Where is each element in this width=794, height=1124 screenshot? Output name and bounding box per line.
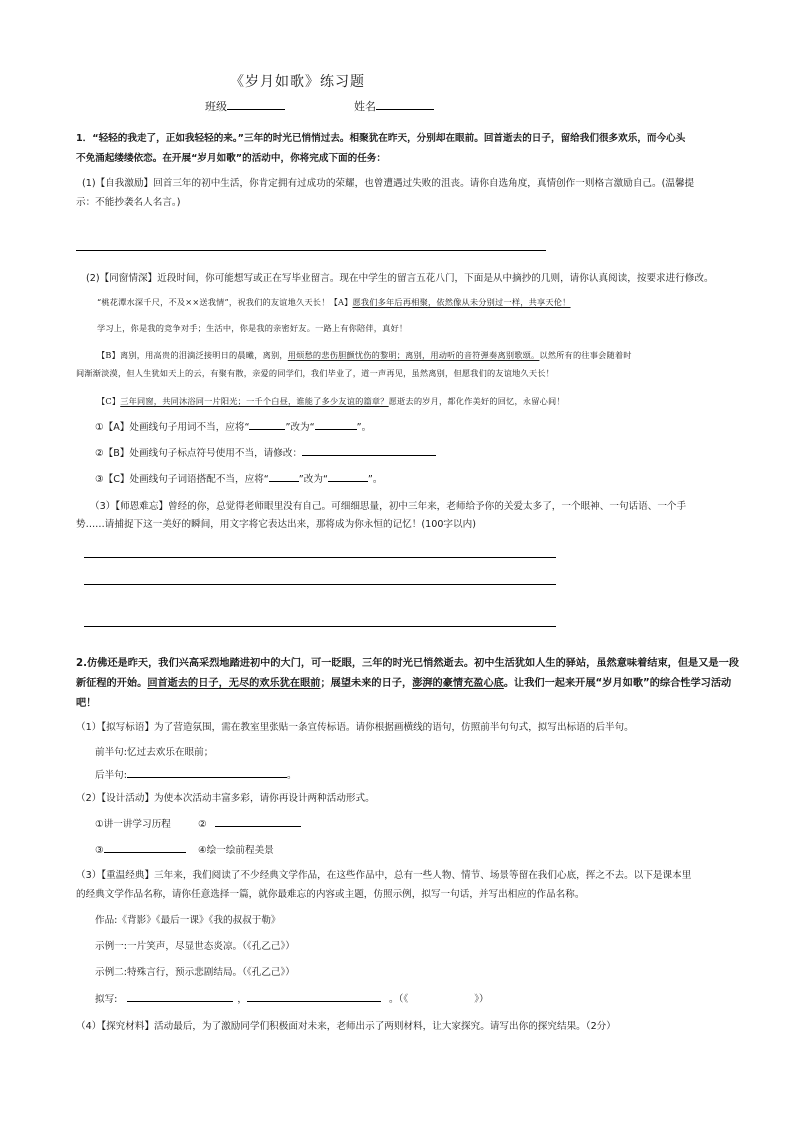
q1-sub1-line2: 示：不能抄袭名人名言。) [76,197,181,208]
q2-back-half-blank[interactable] [127,766,287,778]
activity-4: ④绘一绘前程美景 [198,845,274,856]
q1-sub3-line2: 势……请捕捉下这一美好的瞬间，用文字将它表达出来，那将成为你永恒的记忆！(100字以内) [76,519,476,530]
q2-front-half: 前半句:忆过去欢乐在眼前； [95,747,214,758]
name-label: 姓名 [354,100,376,113]
q2-sub3-line2: 的经典文学作品名称，请你任意选择一篇，就你最难忘的内容或主题，仿照示例，拟写一句话，并写出相应的作品名称。 [76,889,585,900]
activity-3-label: ③ [95,845,104,856]
q2-back-half-end: 。 [287,770,297,781]
message-3-text-a: 【B】离别，用高贵的泪滴泛接明日的晨曦，离别， [97,350,288,360]
message-4-underlined: 三年同窗，共同沐浴同一片阳光；一千个白昼，谁能了多少友谊的篇章？ [120,396,389,406]
task-a [95,418,371,438]
task-b-text: ②【B】处画线句子标点符号使用不当，请修改： [95,448,303,459]
q1-sub1-answer-line[interactable] [76,250,546,251]
activity-2-blank[interactable] [215,815,301,827]
message-4-rest: 愿逝去的岁月，都化作美好的回忆，永留心间！ [388,396,565,406]
q1-intro-line2: 不免涌起缕缕依恋。在开展“岁月如歌”的活动中，你将完成下面的任务： [76,153,387,164]
q2-draft-blank-1[interactable] [127,990,233,1002]
q2-intro-2a: 新征程的开始。 [76,678,148,689]
q2-draft-comma: ， [237,994,248,1005]
task-a-pre: ①【A】处画线句子用词不当，应将“ [95,422,250,433]
message-1-underlined: 愿我们多年后再相聚，依然像从未分别过一样，共享天伦！ [352,297,571,307]
q2-intro-line3: 吧！ [76,698,97,709]
q2-intro-2b: 回首逝去的日子，无尽的欢乐犹在眼前 [147,678,321,689]
message-4 [97,396,565,407]
q2-works: 作品:《背影》《最后一课》《我的叔叔于勒》 [95,915,281,926]
q2-intro-2c: ；展望未来的日子， [320,678,413,689]
name-blank[interactable] [376,98,434,110]
message-3-line1 [97,350,632,361]
message-3-text-b: 以然所有的往事会随着时 [539,350,632,360]
q2-draft-work-blank[interactable] [408,990,474,1002]
q1-sub1-line1: (1)【自我激励】回首三年的初中生活，你肯定拥有过成功的荣耀，也曾遭遇过失败的沮丧。请你自选角度，真情创作一则格言激励自己。(温馨提 [82,178,695,189]
task-c-pre: ③【C】处画线句子词语搭配不当，应将“ [95,474,269,485]
activity-3-blank[interactable] [104,841,186,853]
q2-draft-label: 拟写: [95,994,118,1005]
q2-example-2: 示例二:特殊言行，预示悲剧结局。（《孔乙己》） [95,967,295,978]
q1-sub3-answer-line-1[interactable] [84,557,556,558]
task-c-blank-1[interactable] [269,470,299,482]
task-c-end: ”。 [367,474,383,485]
q2-sub1-intro: （1）【拟写标语】为了营造氛围，需在教室里张贴一条宣传标语。请你根据画横线的语句，仿照前半句句式，拟写出标语的后半句。 [76,722,634,733]
message-4-text: 【C】 [97,396,121,406]
q2-back-half [95,766,297,786]
name-field [354,98,434,114]
q2-sub3-line1: （3）【重温经典】三年来，我们阅读了不少经典文学作品，在这些作品中，总有一些人物、情节、场景等留在我们心底，挥之不去。以下是课本里 [76,870,692,881]
q2-intro-2e: 。让我们一起来开展“岁月如歌”的综合性学习活动 [503,678,732,689]
q2-intro-2d: 澎湃的豪情充盈心底 [412,678,504,689]
activity-2-label: ② [198,819,207,830]
task-a-mid: ”改为“ [285,422,315,433]
q1-sub3-answer-line-2[interactable] [84,584,556,585]
message-2: 学习上，你是我的竞争对手；生活中，你是我的亲密好友。一路上有你陪伴，真好！ [97,323,408,333]
message-3-underlined: 用烦愁的悲伤胆颤忧伤的黎明；离别，用动听的音符弹奏离别歌颂。 [287,350,540,360]
q1-intro-line1: 1．“轻轻的我走了，正如我轻轻的来。”三年的时光已悄悄过去。相聚犹在昨天，分别却在眼前。回首逝去的日子，留给我们很多欢乐，而今心头 [76,133,686,144]
page-title: 《岁月如歌》练习题 [230,74,365,90]
activity-2 [198,815,301,835]
task-b [95,444,436,464]
task-a-blank-1[interactable] [249,418,285,430]
q2-draft-close: 》） [474,994,489,1005]
q2-intro-line1: 2.仿佛还是昨天，我们兴高采烈地踏进初中的大门，可一眨眼，三年的时光已悄然逝去。初中生活犹如人生的驿站，虽然意味着结束，但是又是一段 [76,658,739,669]
q1-sub3-answer-line-3[interactable] [84,626,556,627]
q2-draft-period: 。（《 [389,994,409,1005]
q2-draft-blank-2[interactable] [247,990,381,1002]
task-a-end: ”。 [356,422,372,433]
task-a-blank-2[interactable] [315,418,357,430]
task-c-mid: ”改为“ [298,474,328,485]
q2-sub2-intro: （2）【设计活动】为使本次活动丰富多彩，请你再设计两种活动形式。 [76,793,375,804]
q2-draft [95,990,489,1010]
class-blank[interactable] [227,98,285,110]
task-b-blank[interactable] [302,444,436,456]
class-label: 班级 [205,100,227,113]
activity-1: ①讲一讲学习历程 [95,819,171,830]
q2-intro-line2 [76,673,731,695]
q2-back-half-label: 后半句: [95,770,128,781]
q2-example-1: 示例一:一片笑声，尽显世态炎凉。（《孔乙己》） [95,941,295,952]
activity-3 [95,841,186,861]
q1-sub2-intro: (2)【同窗情深】近段时间，你可能想写或正在写毕业留言。现在中学生的留言五花八门，下面是从中摘抄的几则，请你认真阅读，按要求进行修改。 [86,273,714,284]
q2-sub4: （4）【探究材料】活动最后，为了激励同学们积极面对未来，老师出示了两则材料，让大家探究。请写出你的探究结果。（2分） [76,1021,616,1032]
message-1 [97,297,571,308]
task-c-blank-2[interactable] [328,470,368,482]
class-field [205,98,285,114]
q1-sub3-line1: （3）【师恩难忘】曾经的你，总觉得老师眼里没有自己。可细细思量，初中三年来，老师给予你的关爱太多了，一个眼神、一句话语、一个手 [90,501,687,512]
task-c [95,470,383,490]
message-3-line2: 间渐渐淡漠，但人生犹如天上的云，有聚有散，亲爱的同学们，我们毕业了，道一声再见，虽然离别，但愿我们的友谊地久天长！ [76,368,555,378]
message-1-text: “桃花潭水深千尺，不及××送我情”，祝我们的友谊地久天长！【A】 [97,297,353,307]
